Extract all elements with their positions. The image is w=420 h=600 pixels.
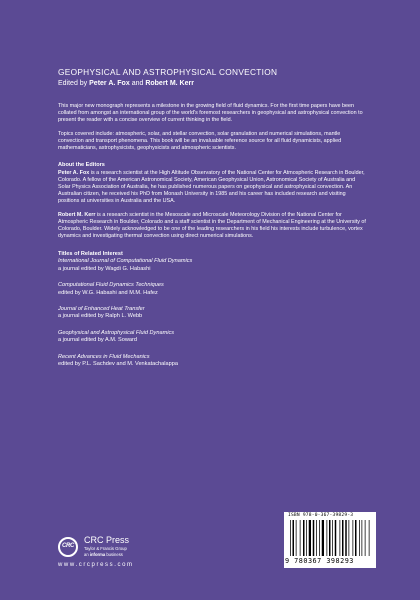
cover-text-block — [58, 67, 366, 368]
isbn-label: ISBN 978-0-367-39829-3 — [288, 513, 354, 518]
related-title-item — [58, 330, 366, 345]
kerr-bio-name: Robert M. Kerr — [58, 212, 96, 219]
publisher-url: www.crcpress.com — [58, 562, 134, 568]
related-titles-heading: Titles of Related Interest — [58, 251, 123, 258]
informa-brand: informa — [89, 552, 106, 557]
about-editors-heading: About the Editors — [58, 161, 105, 168]
intro-paragraph: This major new monograph represents a milestone in the growing field of fluid dynamics. For the first time papers have been collated from amongst an international group of the world's foremost researchers in geophysical and astrophysical convection to present the reader with a concise overview of current thinking in the field. — [58, 103, 363, 124]
related-title-name: Geophysical and Astrophysical Fluid Dynamics — [58, 329, 175, 336]
kerr-bio-paragraph — [58, 212, 366, 240]
related-title-name: Computational Fluid Dynamics Techniques — [58, 282, 164, 289]
editor-name-kerr: Robert M. Kerr — [145, 80, 194, 87]
publisher-name: CRC Press — [84, 535, 130, 545]
book-title: GEOPHYSICAL AND ASTROPHYSICAL CONVECTION — [58, 67, 278, 77]
crc-logo-icon — [58, 537, 78, 557]
related-title-item — [58, 282, 366, 297]
related-title-editor: a journal edited by Wagdi G. Habashi — [58, 265, 151, 272]
related-title-name: Recent Advances in Fluid Mechanics — [58, 353, 150, 360]
related-title-item — [58, 306, 366, 321]
business-prefix: an — [84, 552, 90, 557]
related-title-editor: a journal edited by Ralph L. Webb — [58, 313, 143, 320]
editor-name-fox: Peter A. Fox — [89, 80, 130, 87]
related-title-item — [58, 354, 366, 369]
barcode-box — [284, 512, 376, 568]
kerr-bio-text: is a research scientist in the Mesoscale and Microscale Meteorology Division of the National Center for Atmospheric Research in Boulder, Colorado and a staff scientist in the Department of Mechanical Engineering at the University of Colorado, Boulder. Widely acknowledged to be one of the leading researchers in his field his interests include turbulence, vortex dynamics and investigating thermal convection using direct numerical simulations. — [58, 212, 366, 240]
barcode-digits: 9 780367 398293 — [285, 557, 354, 565]
related-title-item — [58, 258, 366, 273]
editors-line — [58, 79, 366, 89]
publisher-block — [58, 532, 228, 582]
related-title-editor: edited by W.G. Habashi and M.M. Hafez — [58, 289, 158, 296]
business-suffix: business — [105, 552, 123, 557]
edited-by-prefix: Edited by — [58, 80, 88, 87]
barcode-icon — [288, 520, 372, 558]
publisher-business-line — [84, 552, 123, 557]
related-title-name: Journal of Enhanced Heat Transfer — [58, 306, 145, 313]
related-title-editor: a journal edited by A.M. Soward — [58, 337, 137, 344]
editors-and: and — [131, 80, 144, 87]
fox-bio-paragraph — [58, 170, 366, 205]
fox-bio-text: is a research scientist at the High Altitude Observatory of the National Center for Atmospheric Research in Boulder, Colorado. A fellow of the American Astronomical Society, American Geophysical Union, Astronomical Society of Australia and Solar Physics Association of Australia, he has published numerous papers on geophysical and astrophysical convection. An Australian citizen, he received his PhD from Monash University in 1985 and his career has included research and visiting positions at universities in Australia and the USA. — [58, 169, 365, 204]
fox-bio-name: Peter A. Fox — [58, 169, 90, 176]
related-title-name: International Journal of Computational Fluid Dynamics — [58, 258, 193, 265]
crc-logo-text: CRC — [61, 543, 75, 549]
publisher-group: Taylor & Francis Group — [84, 546, 127, 551]
related-title-editor: edited by P.L. Sachdev and M. Venkatachalappa — [58, 361, 178, 368]
topics-paragraph: Topics covered include: atmospheric, solar, and stellar convection, solar granulation and numerical simulations, mantle convection and transport phenomena. This book will be an invaluable reference source for all fluid dynamicists, applied mathematicians, astrophysicists, geophysicists and atmospheric scientists. — [58, 131, 342, 152]
